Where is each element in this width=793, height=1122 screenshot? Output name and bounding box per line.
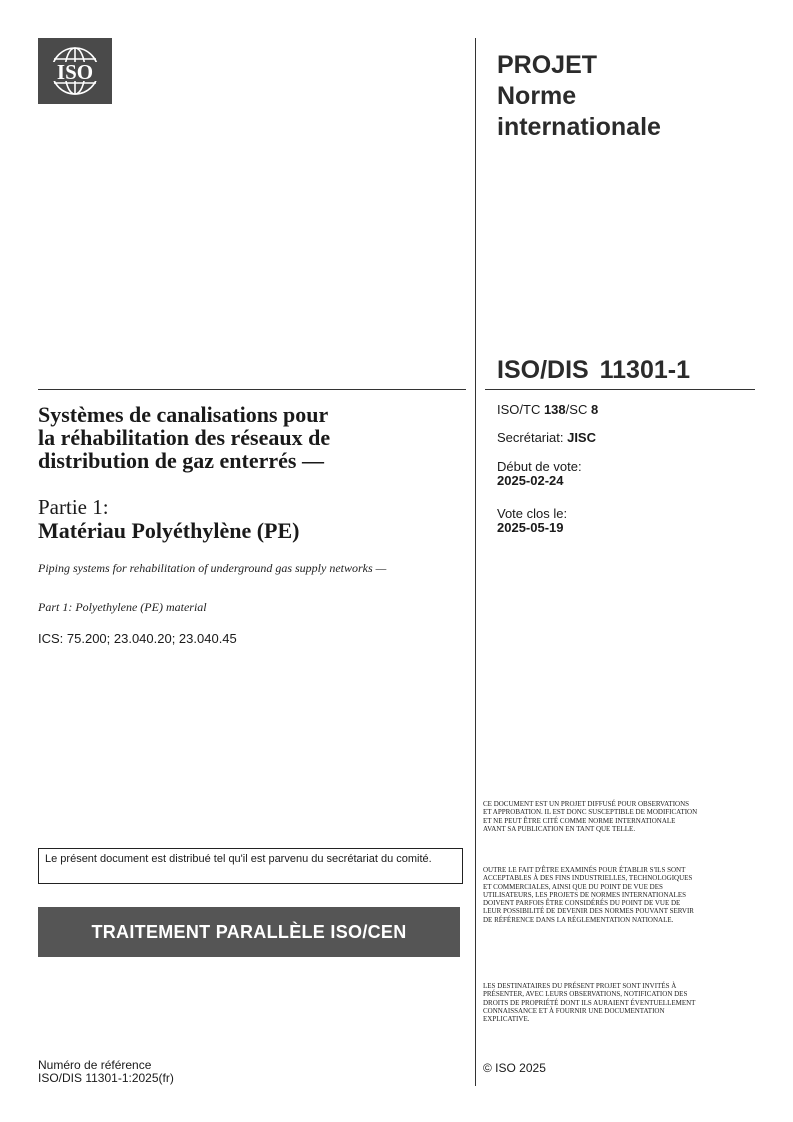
notice-paragraph-3: LES DESTINATAIRES DU PRÉSENT PROJET SONT INVITÉS À PRÉSENTER, AVEC LEURS OBSERVATIONS, NOTIFICATION DES DROITS DE PROPRIÉTÉ DONT ILS AURAIENT ÉVENTUELLEMENT CONNAISSANCE ET À FOURNIR UNE DOCUMENTATION EXPLICATIVE. xyxy=(483,982,696,1024)
vote-end-date: 2025-05-19 xyxy=(497,520,564,535)
sc-number: 8 xyxy=(590,402,599,417)
vote-end xyxy=(497,507,757,535)
part-label: Partie 1: xyxy=(38,495,109,519)
title-line-1: Systèmes de canalisations pour xyxy=(38,402,329,427)
reference-label: Numéro de référence xyxy=(38,1058,152,1072)
notice-paragraph-2: OUTRE LE FAIT D'ÊTRE EXAMINÉS POUR ÉTABLIR S'ILS SONT ACCEPTABLES À DES FINS INDUSTRIELLES, TECHNOLOGIQUES ET COMMERCIALES, AINSI QUE DU POINT DE VUE DES UTILISATEURS, LES PROJETS DE NORMES INTERNATIONALES DOIVENT PARFOIS ÊTRE CONSIDÉRÉS DU POINT DE VUE DE LEUR POSSIBILITÉ DE DEVENIR DES NORMES POUVANT SERVIR DE RÉFÉRENCE DANS LA RÉGLEMENTATION NATIONALE. xyxy=(483,866,694,924)
part-title: Matériau Polyéthylène (PE) xyxy=(38,518,300,543)
vote-start-date: 2025-02-24 xyxy=(497,473,564,488)
reference-number xyxy=(38,1059,338,1085)
vote-start xyxy=(497,460,757,488)
horizontal-divider-right xyxy=(485,389,755,390)
title-line-3: distribution de gaz enterrés — xyxy=(38,448,324,473)
vote-start-label: Début de vote: xyxy=(497,459,582,474)
notice-paragraph-1: CE DOCUMENT EST UN PROJET DIFFUSÉ POUR OBSERVATIONS ET APPROBATION. IL EST DONC SUSCEPTIBLE DE MODIFICATION ET NE PEUT ÊTRE CITÉ COMME NORME INTERNATIONALE AVANT SA PUBLICATION EN TANT QUE TELLE. xyxy=(483,800,698,833)
logo-text: ISO xyxy=(56,60,94,84)
title-english: Piping systems for rehabilitation of underground gas supply networks — xyxy=(38,561,387,575)
reference-value: ISO/DIS 11301-1:2025(fr) xyxy=(38,1071,174,1085)
ics-codes: ICS: 75.200; 23.040.20; 23.040.45 xyxy=(38,631,237,646)
title-line-2: la réhabilitation des réseaux de xyxy=(38,425,331,450)
part-title-english: Part 1: Polyethylene (PE) material xyxy=(38,600,207,614)
secretariat-label: Secrétariat: xyxy=(497,430,568,445)
tc-number: 138 xyxy=(543,402,566,417)
iso-logo xyxy=(38,38,112,104)
copyright: © ISO 2025 xyxy=(483,1061,546,1075)
secretariat-value: JISC xyxy=(567,430,596,445)
vote-end-label: Vote clos le: xyxy=(497,506,568,521)
document-type-heading xyxy=(497,50,757,143)
heading-line-3: internationale xyxy=(497,113,661,141)
heading-line-2: Norme xyxy=(497,82,577,110)
title-french xyxy=(38,403,458,472)
horizontal-divider-left xyxy=(38,389,466,390)
standard-number: ISO/DIS 11301-1 xyxy=(497,356,691,384)
committee-info xyxy=(497,403,757,417)
distribution-note: Le présent document est distribué tel qu'il est parvenu du secrétariat du comité. xyxy=(38,848,463,884)
heading-line-1: PROJET xyxy=(497,51,598,79)
sc-prefix: /SC xyxy=(565,402,591,417)
tc-prefix: ISO/TC xyxy=(497,402,544,417)
globe-icon xyxy=(38,38,112,104)
secretariat-info xyxy=(497,431,757,445)
parallel-processing-banner: TRAITEMENT PARALLÈLE ISO/CEN xyxy=(38,907,460,957)
vertical-divider xyxy=(475,38,476,1086)
